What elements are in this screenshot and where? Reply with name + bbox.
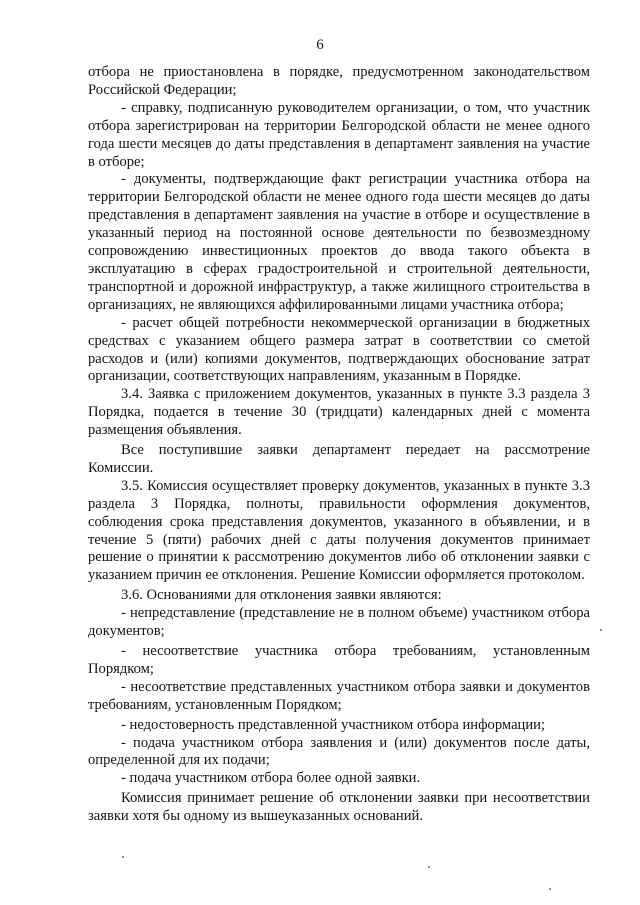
page-number: 6 (316, 37, 324, 53)
paragraph-list-item: - справку, подписанную руководителем организации, о том, что участник отбора зарегистрирован на территории Белгородской области не менее одного года шести месяцев до даты представления в департамент заявления на участие в отборе; (88, 99, 590, 170)
scan-speck (549, 888, 551, 890)
paragraph-continuation: отбора не приостановлена в порядке, предусмотренном законодательством Российской Федерации; (88, 64, 590, 98)
paragraph-list-item: - подача участником отбора заявления и (или) документов после даты, определенной для их подачи; (88, 734, 590, 769)
paragraph-clause-3-5: 3.5. Комиссия осуществляет проверку документов, указанных в пункте 3.3 раздела 3 Порядка, полноты, правильности оформления документов, соблюдения срока представления документов, указанного в объявлении, и в течение 5 (пяти) рабочих дней с даты получения документов принимает решение о принятии к рассмотрению документов либо об отклонении заявки с указанием причин ее отклонения. Решение Комиссии оформляется протоколом. (88, 477, 590, 584)
paragraph-list-item: - несоответствие участника отбора требованиям, установленным Порядком; (88, 643, 590, 677)
paragraph-list-item: - непредставление (представление не в полном объеме) участником отбора документов; (88, 605, 590, 640)
scan-speck (122, 856, 124, 858)
paragraph-list-item: - расчет общей потребности некоммерческой организации в бюджетных средствах с указанием общего размера затрат в соответствии со сметой расходов и (или) копиями документов, подтверждающих обоснование затрат организации, соответствующих направлениям, указанным в Порядке. (88, 314, 590, 385)
paragraph-list-item: - документы, подтверждающие факт регистрации участника отбора на территории Белгородской области не менее одного года шести месяцев до даты представления в департамент заявления на участие в отборе и осуществление в указанный период на постоянной основе деятельности по безвозмездному сопровождению инвестиционных проектов до ввода такого объекта в эксплуатацию в сферах градостроительной и строительной деятельности, транспортной и дорожной инфраструктур, а также жилищного строительства в организациях, не являющихся аффилированными лицами участника отбора; (88, 171, 590, 313)
paragraph-clause-3-6: 3.6. Основаниями для отклонения заявки являются: (121, 587, 442, 604)
paragraph: Все поступившие заявки департамент передает на рассмотрение Комиссии. (88, 442, 590, 476)
paragraph-list-item: - несоответствие представленных участником отбора заявки и документов требованиям, установленным Порядком; (88, 678, 590, 713)
paragraph-list-item: - подача участником отбора более одной заявки. (121, 770, 421, 787)
scan-speck (600, 629, 602, 631)
paragraph-final: Комиссия принимает решение об отклонении заявки при несоответствии заявки хотя бы одному из вышеуказанных оснований. (88, 790, 590, 825)
document-body (88, 64, 590, 826)
paragraph-list-item: - недостоверность представленной участником отбора информации; (121, 716, 546, 733)
paragraph-clause-3-4: 3.4. Заявка с приложением документов, указанных в пункте 3.3 раздела 3 Порядка, подается в течение 30 (тридцати) календарных дней с момента размещения объявления. (88, 386, 590, 439)
scan-speck (428, 866, 430, 868)
